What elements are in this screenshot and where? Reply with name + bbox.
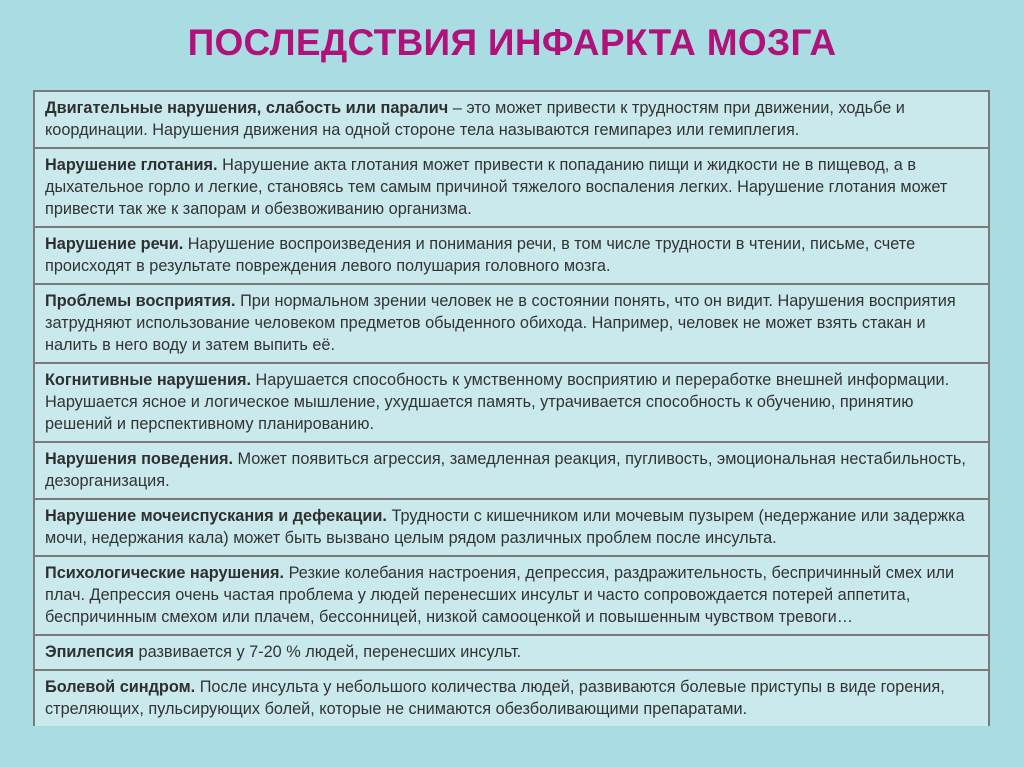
table-row-swallowing [35,149,988,228]
page-title: ПОСЛЕДСТВИЯ ИНФАРКТА МОЗГА [187,22,837,63]
row-text: развивается у 7-20 % людей, перенесших инсульт. [134,643,522,661]
row-text: Нарушается способность к умственному восприятию и переработке внешней информации. Нарушается ясное и логическое мышление, ухудшается память, утрачивается способность к обучению, принятию решений и перспективному планированию. [45,371,950,433]
row-text: Трудности с кишечником или мочевым пузырем (недержание или задержка мочи, недержания кала) может быть вызвано целым рядом различных проблем после инсульта. [45,507,965,547]
row-term: Проблемы восприятия. [45,292,236,310]
row-term: Когнитивные нарушения. [45,371,251,389]
row-text: Может появиться агрессия, замедленная реакция, пугливость, эмоциональная нестабильность, дезорганизация. [45,450,966,490]
table-row-psychological [35,557,988,636]
row-term: Нарушения поведения. [45,450,233,468]
row-term: Двигательные нарушения, слабость или паралич [45,99,449,117]
table-row-urination [35,500,988,557]
table-row-perception [35,285,988,364]
row-text: Нарушение акта глотания может привести к попаданию пищи и жидкости не в пищевод, а в дыхательное горло и легкие, становясь тем самым причиной тяжелого воспаления легких. Нарушение глотания может привести так же к запорам и обезвоживанию организма. [45,156,948,218]
row-term: Нарушение мочеиспускания и дефекации. [45,507,387,525]
row-text: Резкие колебания настроения, депрессия, раздражительность, беспричинный смех или плач. Депрессия очень частая проблема у людей перенесших инсульт и часто сопровождается потерей аппетита, беспричинным смехом или плачем, бессонницей, низкой самооценкой и повышенным чувством тревоги… [45,564,955,626]
row-text: – это может привести к трудностям при движении, ходьбе и координации. Нарушения движения на одной стороне тела называются гемипарез или гемиплегия. [45,99,905,139]
table-row-behavior [35,443,988,500]
table-row-epilepsy [35,636,988,671]
row-term: Эпилепсия [45,643,135,661]
row-text: Нарушение воспроизведения и понимания речи, в том числе трудности в чтении, письме, счете происходят в результате повреждения левого полушария головного мозга. [45,235,916,275]
row-term: Психологические нарушения. [45,564,285,582]
row-term: Болевой синдром. [45,678,196,696]
row-term: Нарушение речи. [45,235,184,253]
table-row-motor [35,92,988,149]
table-row-pain [35,671,988,726]
row-term: Нарушение глотания. [45,156,218,174]
table-row-cognitive [35,364,988,443]
row-text: После инсульта у небольшого количества людей, развиваются болевые приступы в виде горения, стреляющих, пульсирующих болей, которые не снимаются обезболивающими препаратами. [45,678,945,718]
consequences-table [33,90,990,726]
table-row-speech [35,228,988,285]
row-text: При нормальном зрении человек не в состоянии понять, что он видит. Нарушения восприятия затрудняют использование человеком предметов обыденного обихода. Например, человек не может взять стакан и налить в него воду и затем выпить её. [45,292,956,354]
